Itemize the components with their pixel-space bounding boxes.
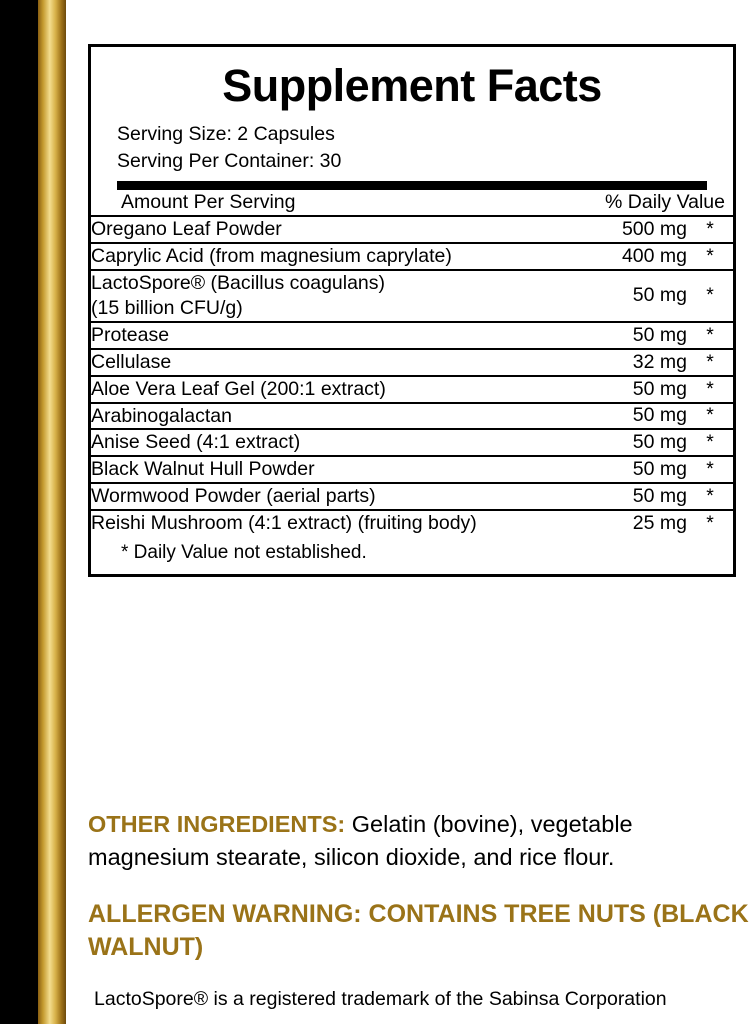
thick-rule-top — [117, 181, 707, 190]
table-row — [91, 216, 733, 243]
table-row — [91, 510, 733, 536]
ingredient-daily-value: * — [687, 216, 733, 243]
label-content — [80, 0, 750, 1024]
ingredient-daily-value: * — [687, 376, 733, 403]
other-ingredients-block — [88, 808, 748, 875]
ingredient-daily-value: * — [687, 403, 733, 430]
ingredient-amount: 32 mg — [595, 349, 687, 376]
nutrient-table — [91, 190, 733, 536]
ingredient-name: Anise Seed (4:1 extract) — [91, 429, 595, 456]
ingredient-daily-value: * — [706, 512, 714, 535]
table-row — [91, 403, 733, 430]
table-header-row — [91, 190, 733, 216]
decorative-white-gap — [66, 0, 80, 1024]
table-row — [91, 270, 733, 322]
table-row — [91, 429, 733, 456]
ingredient-amount: 50 mg — [595, 376, 687, 403]
ingredient-name: Reishi Mushroom (4:1 extract) (fruiting body) — [91, 512, 477, 535]
ingredient-amount: 500 mg — [595, 216, 687, 243]
table-row — [91, 456, 733, 483]
supplement-facts-panel — [88, 44, 736, 577]
serving-per-container: Serving Per Container: 30 — [117, 150, 342, 173]
ingredient-amount: 50 mg — [595, 322, 687, 349]
decorative-black-stripe — [0, 0, 38, 1024]
ingredient-daily-value: * — [687, 429, 733, 456]
ingredient-daily-value: * — [687, 270, 733, 322]
ingredient-amount: 400 mg — [595, 243, 687, 270]
daily-value-header: % Daily Value — [595, 190, 733, 216]
table-row — [91, 322, 733, 349]
daily-value-footnote: * Daily Value not established. — [121, 542, 367, 564]
ingredient-name: Black Walnut Hull Powder — [91, 456, 595, 483]
ingredient-name: Protease — [91, 322, 595, 349]
ingredient-daily-value: * — [687, 483, 733, 510]
ingredient-amount: 50 mg — [595, 403, 687, 430]
ingredient-name: Caprylic Acid (from magnesium caprylate) — [91, 243, 595, 270]
other-ingredients-body: Gelatin (bovine), vegetable magnesium stearate, silicon dioxide, and rice flour. — [88, 811, 633, 871]
ingredient-daily-value: * — [687, 322, 733, 349]
other-ingredients-heading: OTHER INGREDIENTS: — [88, 811, 346, 837]
ingredient-daily-value: * — [687, 456, 733, 483]
ingredient-name: LactoSpore® (Bacillus coagulans) (15 billion CFU/g) — [91, 270, 595, 322]
ingredient-name: Arabinogalactan — [91, 403, 595, 430]
ingredient-name: Cellulase — [91, 349, 595, 376]
decorative-gold-stripe — [38, 0, 66, 1024]
ingredient-name: Wormwood Powder (aerial parts) — [91, 483, 595, 510]
allergen-warning: ALLERGEN WARNING: CONTAINS TREE NUTS (BLACK WALNUT) — [88, 900, 749, 961]
ingredient-amount: 50 mg — [595, 429, 687, 456]
serving-info — [91, 121, 733, 176]
amount-per-serving-header: Amount Per Serving — [91, 190, 595, 216]
ingredient-amount: 50 mg — [595, 483, 687, 510]
table-row — [91, 376, 733, 403]
ingredient-name: Aloe Vera Leaf Gel (200:1 extract) — [91, 376, 595, 403]
serving-size: Serving Size: 2 Capsules — [117, 122, 335, 145]
panel-title: Supplement Facts — [222, 60, 602, 111]
ingredient-amount: 25 mg — [632, 512, 687, 535]
trademark-note: LactoSpore® is a registered trademark of the Sabinsa Corporation — [94, 988, 667, 1010]
table-row — [91, 483, 733, 510]
table-row — [91, 349, 733, 376]
ingredient-name: Oregano Leaf Powder — [91, 216, 595, 243]
ingredient-amount: 50 mg — [595, 456, 687, 483]
ingredient-amount: 50 mg — [595, 270, 687, 322]
ingredient-daily-value: * — [687, 349, 733, 376]
ingredient-daily-value: * — [687, 243, 733, 270]
table-row — [91, 243, 733, 270]
